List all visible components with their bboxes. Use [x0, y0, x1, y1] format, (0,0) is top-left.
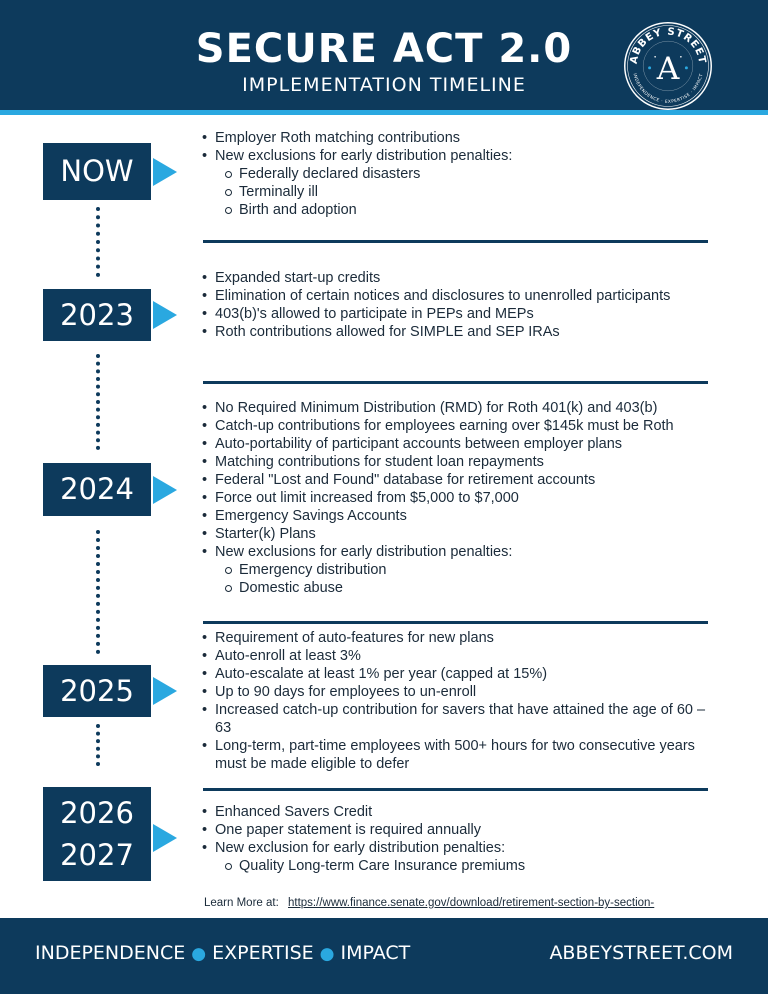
- section-divider: [203, 240, 708, 243]
- timeline-connector: [96, 530, 100, 654]
- page-header: [0, 0, 768, 110]
- section-2024: [202, 399, 712, 597]
- list-item: • Emergency Savings Accounts: [202, 507, 712, 525]
- sub-list-item: Quality Long-term Care Insurance premiums: [202, 857, 712, 875]
- list-item: • Employer Roth matching contributions: [202, 129, 712, 147]
- logo-letter: A: [656, 50, 680, 87]
- timeline-label-text: 2023: [60, 297, 134, 332]
- list-item: • Starter(k) Plans: [202, 525, 712, 543]
- footer-tagline: [35, 942, 410, 964]
- page-subtitle: IMPLEMENTATION TIMELINE: [242, 74, 526, 96]
- section-2023: [202, 269, 712, 341]
- list-item: • No Required Minimum Distribution (RMD) for Roth 401(k) and 403(b): [202, 399, 712, 417]
- list-item: • Catch-up contributions for employees earning over $145k must be Roth: [202, 417, 712, 435]
- section-divider: [203, 788, 708, 791]
- list-item: • Auto-enroll at least 3%: [202, 647, 712, 665]
- footer-website[interactable]: ABBEYSTREET.COM: [549, 942, 733, 964]
- list-item: • Auto-escalate at least 1% per year (capped at 15%): [202, 665, 712, 683]
- logo-bottom-text: INDEPENDENCE · EXPERTISE · IMPACT: [632, 72, 704, 104]
- learn-more: [204, 897, 654, 909]
- list-item: • One paper statement is required annually: [202, 821, 712, 839]
- arrow-right-icon: [153, 301, 177, 329]
- abbey-street-logo: [622, 20, 714, 112]
- arrow-right-icon: [153, 476, 177, 504]
- timeline-label-text: 2025: [60, 673, 134, 708]
- list-item: • Up to 90 days for employees to un-enroll: [202, 683, 712, 701]
- list-item: • Requirement of auto-features for new plans: [202, 629, 712, 647]
- section-now: [202, 129, 712, 219]
- section-2026-2027: [202, 803, 712, 875]
- sub-list-item: Birth and adoption: [202, 201, 712, 219]
- section-divider: [203, 621, 708, 624]
- list-item: • Long-term, part-time employees with 500+ hours for two consecutive years must be made eligible to defer: [202, 737, 712, 773]
- timeline-connector: [96, 207, 100, 277]
- timeline-label-text: NOW: [60, 154, 134, 189]
- arrow-right-icon: [153, 677, 177, 705]
- list-item: • Elimination of certain notices and disclosures to unenrolled participants: [202, 287, 712, 305]
- list-item: • Auto-portability of participant accounts between employer plans: [202, 435, 712, 453]
- section-2025: [202, 629, 712, 773]
- timeline-label-2023: [43, 289, 151, 341]
- list-item: • New exclusion for early distribution penalties:: [202, 839, 712, 857]
- tagline-word: EXPERTISE: [212, 942, 314, 964]
- list-item: • Expanded start-up credits: [202, 269, 712, 287]
- timeline-label-2026-2027: [43, 787, 151, 881]
- sub-list-item: Federally declared disasters: [202, 165, 712, 183]
- bullet-dot-icon: ●: [191, 944, 207, 964]
- tagline-word: IMPACT: [340, 942, 411, 964]
- learn-more-link[interactable]: https://www.finance.senate.gov/download/retirement-section-by-section-: [288, 897, 655, 909]
- list-item: • 403(b)'s allowed to participate in PEPs and MEPs: [202, 305, 712, 323]
- list-item: • New exclusions for early distribution penalties:: [202, 543, 712, 561]
- list-item: • Matching contributions for student loan repayments: [202, 453, 712, 471]
- sub-list-item: Terminally ill: [202, 183, 712, 201]
- timeline-label-2024: [43, 463, 151, 516]
- bullet-dot-icon: ●: [319, 944, 335, 964]
- sub-list-item: Emergency distribution: [202, 561, 712, 579]
- logo-top-text: ABBEY STREET: [628, 26, 708, 65]
- list-item: • Force out limit increased from $5,000 to $7,000: [202, 489, 712, 507]
- arrow-right-icon: [153, 824, 177, 852]
- timeline-connector: [96, 354, 100, 450]
- page-footer: [0, 918, 768, 994]
- timeline-connector: [96, 724, 100, 766]
- sub-list-item: Domestic abuse: [202, 579, 712, 597]
- timeline-label-now: [43, 143, 151, 200]
- list-item: • New exclusions for early distribution penalties:: [202, 147, 712, 165]
- page-title: SECURE ACT 2.0: [195, 26, 573, 72]
- timeline-label-text: 2026: [60, 795, 134, 830]
- header-accent-stripe: [0, 110, 768, 115]
- list-item: • Roth contributions allowed for SIMPLE and SEP IRAs: [202, 323, 712, 341]
- list-item: • Federal "Lost and Found" database for retirement accounts: [202, 471, 712, 489]
- timeline-label-text: 2027: [60, 838, 134, 872]
- arrow-right-icon: [153, 158, 177, 186]
- list-item: • Increased catch-up contribution for savers that have attained the age of 60 – 63: [202, 701, 712, 737]
- tagline-word: INDEPENDENCE: [35, 942, 186, 964]
- section-divider: [203, 381, 708, 384]
- learn-more-label: Learn More at:: [204, 897, 279, 909]
- timeline-label-2025: [43, 665, 151, 717]
- list-item: • Enhanced Savers Credit: [202, 803, 712, 821]
- timeline-label-text: 2024: [60, 472, 134, 507]
